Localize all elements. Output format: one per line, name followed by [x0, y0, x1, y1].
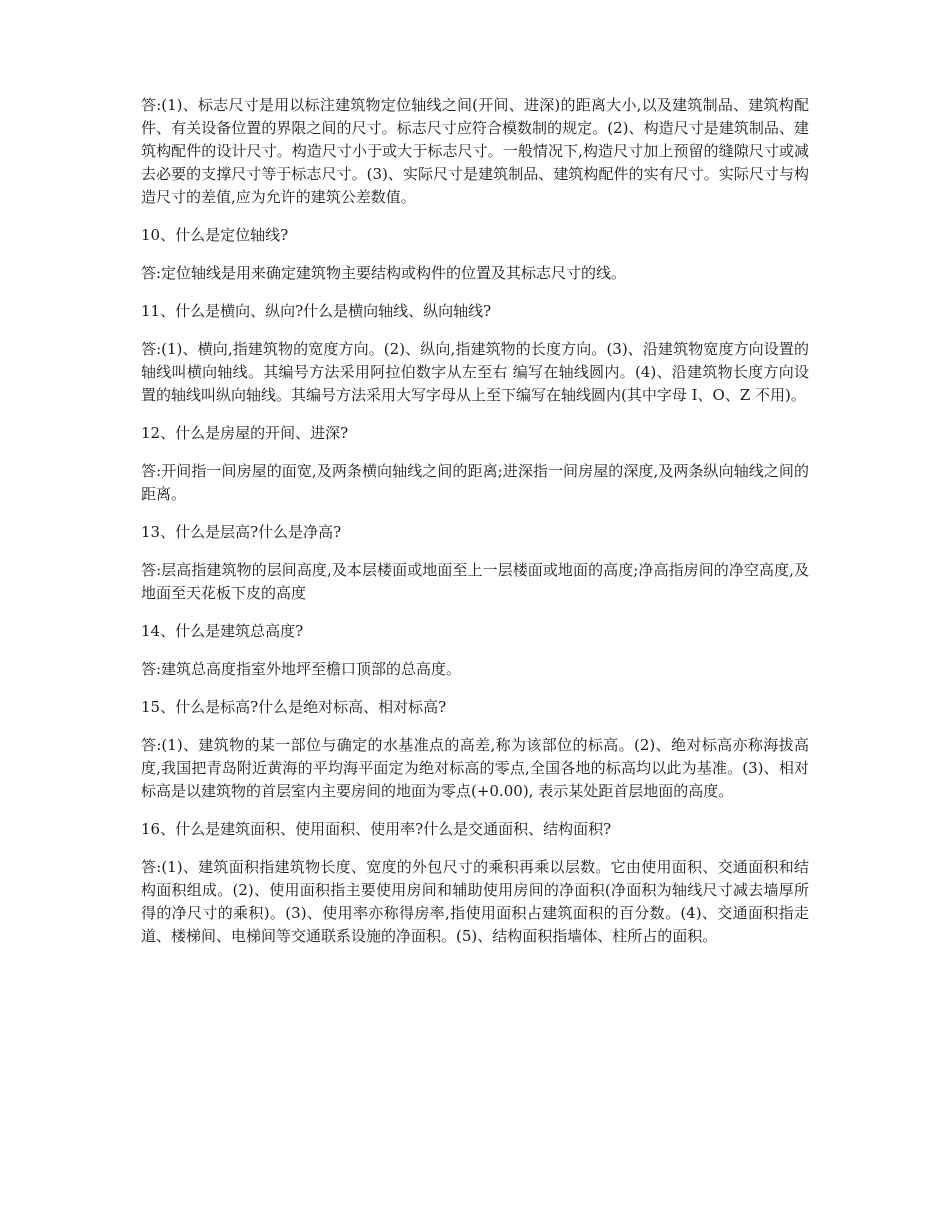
document-page	[141, 94, 809, 963]
question-13-heading: 13、什么是层高?什么是净高?	[141, 523, 342, 541]
question-10-heading: 10、什么是定位轴线?	[141, 226, 289, 244]
answer-16-paragraph: 答:(1)、建筑面积指建筑物长度、宽度的外包尺寸的乘积再乘以层数。它由使用面积、交通面积和结构面积组成。(2)、使用面积指主要使用房间和辅助使用房间的净面积(净面积为轴线尺寸减去墙厚所得的净尺寸的乘积)。(3)、使用率亦称得房率,指使用面积占建筑面积的百分数。(4)、交通面积指走道、楼梯间、电梯间等交通联系设施的净面积。(5)、结构面积指墙体、柱所占的面积。	[141, 858, 809, 945]
question-11-heading: 11、什么是横向、纵向?什么是横向轴线、纵向轴线?	[141, 302, 492, 320]
answer-12-paragraph: 答:开间指一间房屋的面宽,及两条横向轴线之间的距离;进深指一间房屋的深度,及两条纵向轴线之间的距离。	[141, 462, 809, 503]
answer-13-paragraph: 答:层高指建筑物的层间高度,及本层楼面或地面至上一层楼面或地面的高度;净高指房间的净空高度,及地面至天花板下皮的高度	[141, 561, 809, 602]
answer-paragraph-dimensions: 答:(1)、标志尺寸是用以标注建筑物定位轴线之间(开间、进深)的距离大小,以及建筑制品、建筑构配件、有关设备位置的界限之间的尺寸。标志尺寸应符合模数制的规定。(2)、构造尺寸是建筑制品、建筑构配件的设计尺寸。构造尺寸小于或大于标志尺寸。一般情况下,构造尺寸加上预留的缝隙尺寸或减去必要的支撑尺寸等于标志尺寸。(3)、实际尺寸是建筑制品、建筑构配件的实有尺寸。实际尺寸与构造尺寸的差值,应为允许的建筑公差数值。	[141, 96, 809, 206]
question-16-heading: 16、什么是建筑面积、使用面积、使用率?什么是交通面积、结构面积?	[141, 820, 612, 838]
answer-10-paragraph: 答:定位轴线是用来确定建筑物主要结构或构件的位置及其标志尺寸的线。	[141, 264, 627, 282]
answer-15-paragraph: 答:(1)、建筑物的某一部位与确定的水基准点的高差,称为该部位的标高。(2)、绝对标高亦称海拔高度,我国把青岛附近黄海的平均海平面定为绝对标高的零点,全国各地的标高均以此为基准。(3)、相对标高是以建筑物的首层室内主要房间的地面为零点(+0.00), 表示某处距首层地面的高度。	[141, 736, 809, 800]
question-15-heading: 15、什么是标高?什么是绝对标高、相对标高?	[141, 698, 447, 716]
answer-11-paragraph: 答:(1)、横向,指建筑物的宽度方向。(2)、纵向,指建筑物的长度方向。(3)、沿建筑物宽度方向设置的轴线叫横向轴线。其编号方法采用阿拉伯数字从左至右 编写在轴线圆内。(4)、沿建筑物长度方向设置的轴线叫纵向轴线。其编号方法采用大写字母从上至下编写在轴线圆内(其中字母 I、O、Z 不用)。	[141, 340, 809, 404]
question-12-heading: 12、什么是房屋的开间、进深?	[141, 424, 349, 442]
question-14-heading: 14、什么是建筑总高度?	[141, 622, 304, 640]
answer-14-paragraph: 答:建筑总高度指室外地坪至檐口顶部的总高度。	[141, 660, 462, 678]
